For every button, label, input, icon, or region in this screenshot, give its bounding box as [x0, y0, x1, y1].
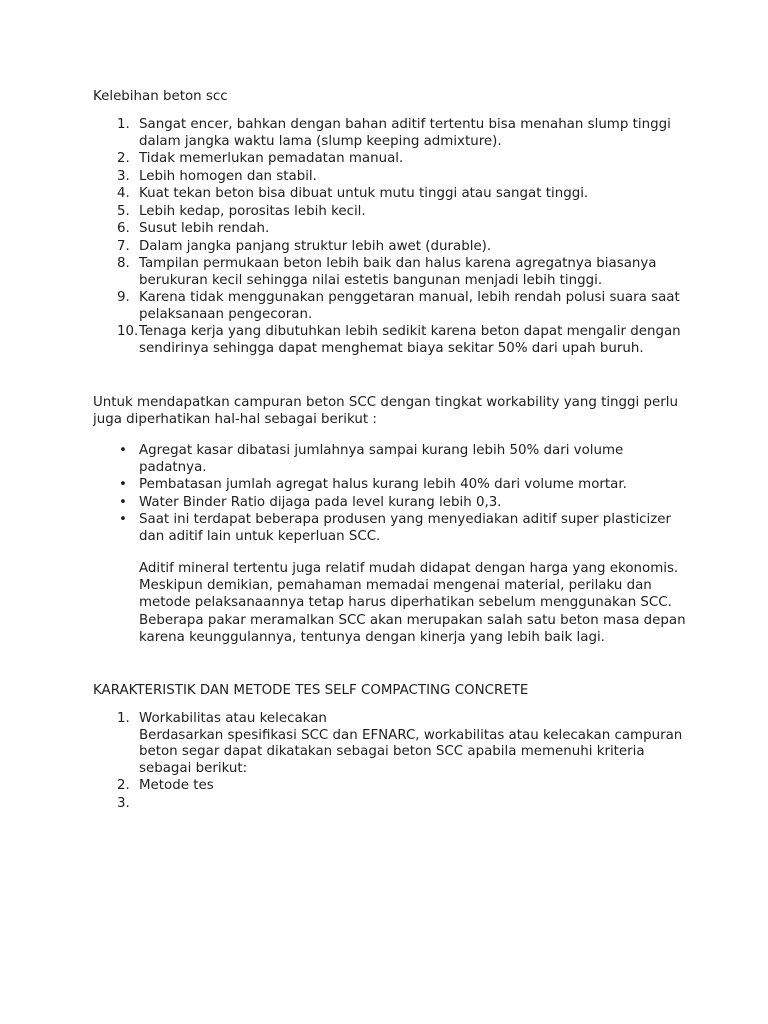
list-number: 1.: [117, 711, 130, 726]
list-item: [93, 256, 693, 289]
list-number: 1.: [117, 117, 130, 132]
list-number: 6.: [117, 221, 130, 236]
mineral-paragraph: Aditif mineral tertentu juga relatif mudah didapat dengan harga yang ekonomis. Meskipun demikian, pemahaman memadai mengenai material, perilaku dan metode pelaksanaannya tetap harus diperhatikan sebelum menggunakan SCC. Beberapa pakar meramalkan SCC akan merupakan salah satu beton masa depan karena keunggulannya, tentunya dengan kinerja yang lebih baik lagi.: [139, 561, 686, 645]
intro-paragraph: Untuk mendapatkan campuran beton SCC dengan tingkat workability yang tinggi perlu juga diperhatikan hal-hal sebagai berikut :: [93, 395, 678, 427]
list-item: [93, 512, 693, 545]
list-text: Water Binder Ratio dijaga pada level kurang lebih 0,3.: [139, 494, 502, 510]
list-text: Susut lebih rendah.: [139, 221, 270, 236]
section-heading: KARAKTERISTIK DAN METODE TES SELF COMPACTING CONCRETE: [93, 683, 529, 698]
list-item: [93, 477, 693, 494]
list-number: 5.: [117, 203, 130, 219]
list-detail: Berdasarkan spesifikasi SCC dan EFNARC, workabilitas atau kelecakan campuran beton segar dapat dikatakan sebagai beton SCC apabila memenuhi kriteria sebagai berikut:: [139, 727, 683, 776]
bullet-symbol: •: [119, 512, 127, 527]
list-number: 3.: [117, 168, 130, 184]
list-item: [93, 151, 693, 168]
list-number: 3.: [117, 795, 130, 811]
list-number: 7.: [117, 238, 130, 254]
document-title: Kelebihan beton scc: [93, 89, 228, 104]
list-item: [93, 117, 693, 150]
list-text: Tampilan permukaan beton lebih baik dan halus karena agregatnya biasanya berukuran kecil sehingga nilai estetis bangunan menjadi lebih tinggi.: [139, 256, 657, 288]
list-item: [93, 324, 693, 357]
list-text: Karena tidak menggunakan penggetaran manual, lebih rendah polusi suara saat pelaksanaan pengecoran.: [139, 290, 680, 322]
list-item: [93, 290, 693, 323]
list-item: [93, 495, 693, 512]
advantages-list: [93, 117, 693, 358]
list-text: Workabilitas atau kelecakan: [139, 711, 327, 726]
characteristics-list: [93, 711, 693, 813]
list-text: Pembatasan jumlah agregat halus kurang lebih 40% dari volume mortar.: [139, 477, 627, 492]
bullet-symbol: •: [119, 477, 127, 492]
list-number: 2.: [117, 778, 130, 793]
list-number: 2.: [117, 151, 130, 166]
bullet-symbol: •: [119, 443, 127, 458]
list-item: [93, 443, 693, 476]
list-text: Dalam jangka panjang struktur lebih awet (durable).: [139, 238, 492, 254]
list-text: Tidak memerlukan pemadatan manual.: [139, 151, 404, 166]
list-number: 4.: [117, 186, 130, 201]
list-item: [93, 778, 693, 795]
list-item: [93, 204, 693, 221]
list-text: Lebih homogen dan stabil.: [139, 168, 317, 184]
list-number: 9.: [117, 290, 130, 305]
list-number: 10.: [117, 324, 139, 339]
list-text: Lebih kedap, porositas lebih kecil.: [139, 203, 366, 219]
list-item: [93, 796, 693, 813]
list-item: [93, 186, 693, 203]
list-text: Agregat kasar dibatasi jumlahnya sampai kurang lebih 50% dari volume padatnya.: [139, 443, 624, 475]
list-item: [93, 239, 693, 256]
list-item: [93, 221, 693, 238]
bullet-symbol: •: [119, 494, 127, 510]
list-number: 8.: [117, 256, 130, 271]
list-text: Saat ini terdapat beberapa produsen yang menyediakan aditif super plasticizer dan aditif lain untuk keperluan SCC.: [139, 512, 672, 544]
list-text: Kuat tekan beton bisa dibuat untuk mutu tinggi atau sangat tinggi.: [139, 186, 589, 201]
list-item: [93, 711, 693, 777]
list-text: Metode tes: [139, 778, 214, 793]
requirements-list: [93, 443, 693, 546]
list-item: [93, 169, 693, 186]
list-text: Tenaga kerja yang dibutuhkan lebih sedikit karena beton dapat mengalir dengan sendirinya sehingga dapat menghemat biaya sekitar 50% dari upah buruh.: [139, 324, 681, 356]
list-text: Sangat encer, bahkan dengan bahan aditif tertentu bisa menahan slump tinggi dalam jangka waktu lama (slump keeping admixture).: [139, 117, 671, 149]
